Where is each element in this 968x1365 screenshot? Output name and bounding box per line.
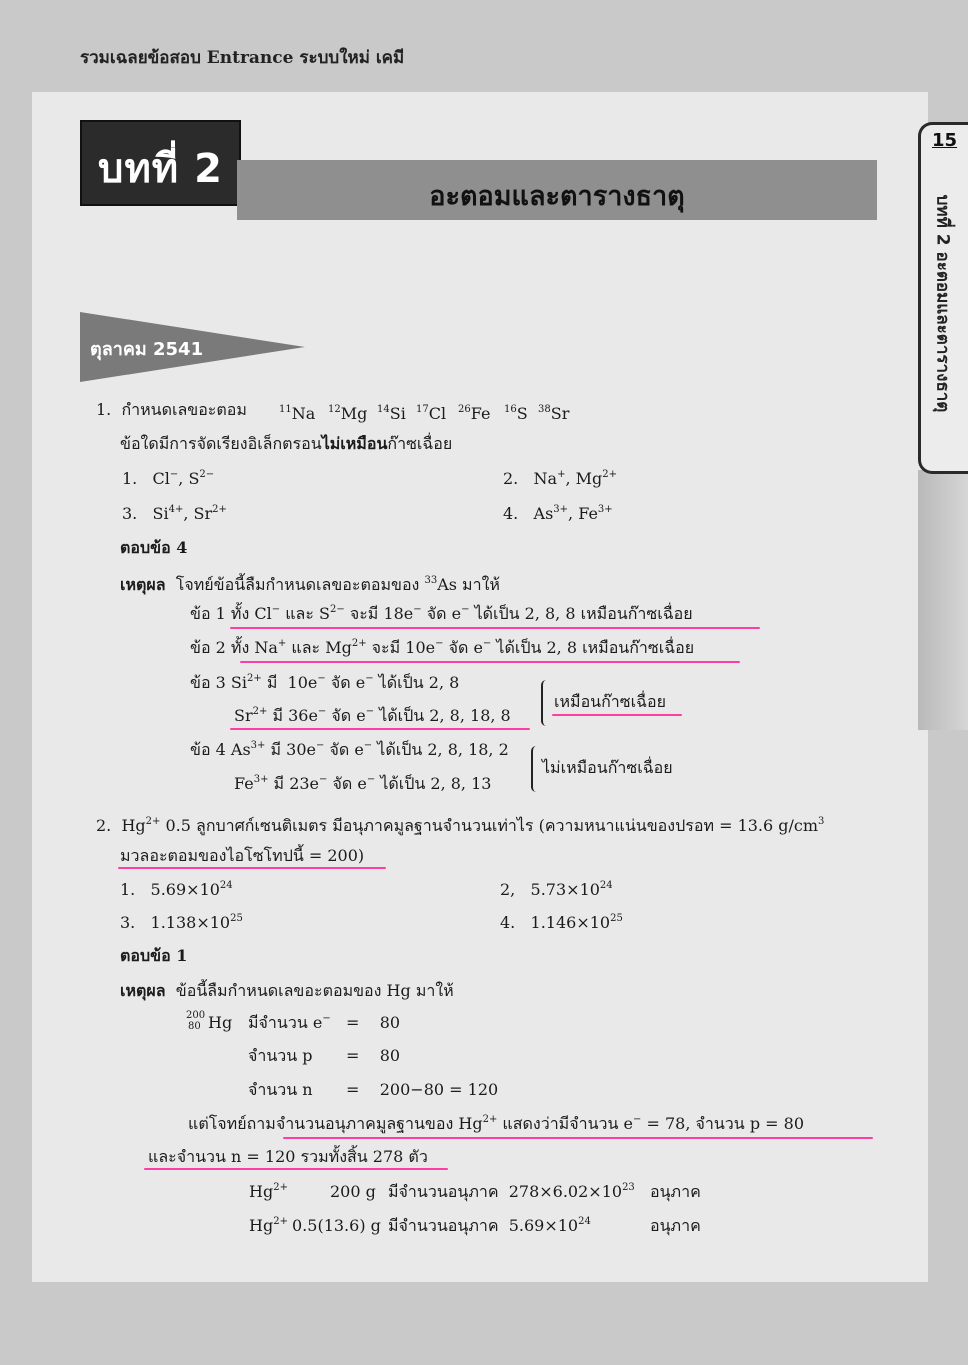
chapter-label-box	[80, 120, 241, 206]
q1-choice-1: 1. Cl−, $S^{2-}$	[122, 469, 215, 488]
q1-reason: เหตุผล โจทย์ข้อนี้ลืมกำหนดเลขอะตอมของ $^{33}$As มาให้	[120, 575, 500, 594]
atom-sr: $^{38}$Sr	[538, 404, 570, 423]
q2-row-1-ion: $Hg^{2+}$	[249, 1182, 288, 1201]
highlight-underline	[230, 627, 760, 629]
q1-choice-2: 2. Na+, $Mg^{2+}$	[503, 469, 618, 488]
q2-nuclide: 200 80 Hg	[186, 1010, 233, 1032]
q1-explain-3b: $Sr^{2+}$ มี 36e− จัด e− ได้เป็น 2, 8, 18, 8	[234, 706, 511, 725]
page-number: 15	[932, 130, 958, 151]
q2-row-2-count: มีจำนวนอนุภาค $5.69\times 10^{24}$	[388, 1216, 591, 1235]
q2-choice-1: 1. $5.69\times 10^{24}$	[120, 880, 233, 899]
q2-row-1-unit: อนุภาค	[650, 1182, 701, 1201]
chapter-title-bar	[237, 160, 877, 220]
q1-explain-4b: $Fe^{3+}$ มี 23e− จัด e− ได้เป็น 2, 8, 13	[234, 774, 492, 793]
q2-paragraph-1: แต่โจทย์ถามจำนวนอนุภาคมูลฐานของ $Hg^{2+}$ แสดงว่ามีจำนวน e− = 78, จำนวน p = 80	[188, 1114, 805, 1133]
q2-reason: เหตุผล ข้อนี้ลืมกำหนดเลขอะตอมของ Hg มาให้	[120, 981, 454, 1000]
atom-si: $^{14}$Si	[377, 404, 406, 423]
q1-prompt-line: 1. กำหนดเลขอะตอม $^{11}$Na $^{12}$Mg $^{14}$Si $^{17}$Cl $^{26}$Fe $^{16}$S $^{38}$Sr	[96, 400, 570, 423]
q2-choice-3: 3. $1.138\times 10^{25}$	[120, 913, 243, 932]
q2-answer: ตอบข้อ 1	[120, 946, 188, 965]
chapter-label: บทที่ 2	[98, 146, 223, 192]
highlight-underline	[240, 661, 740, 663]
chapter-title: อะตอมและตารางธาตุ	[429, 181, 685, 212]
atom-s: $^{16}$S	[504, 404, 528, 423]
q2-calc-protons-eq: = 80	[346, 1046, 401, 1065]
atom-na: $^{11}$Na	[279, 404, 316, 423]
q1-answer: ตอบข้อ 4	[120, 538, 188, 557]
brace	[531, 746, 541, 792]
q2-prompt-line2: มวลอะตอมของไอโซโทปนี้ = 200)	[120, 846, 365, 865]
side-shadow	[918, 470, 968, 730]
q1-choice-3: 3. $Si^{4+}$, $Sr^{2+}$	[122, 504, 227, 523]
highlight-underline	[118, 867, 386, 869]
q2-row-1-mass: 200 g	[330, 1182, 376, 1201]
brace	[541, 680, 551, 726]
highlight-underline	[230, 728, 530, 730]
q1-explain-1: ข้อ 1 ทั้ง Cl− และ $S^{2-}$ จะมี 18e− จัด e− ได้เป็น 2, 8, 8 เหมือนก๊าซเฉื่อย	[190, 604, 693, 623]
q1-explain-4a: ข้อ 4 $As^{3+}$ มี 30e− จัด e− ได้เป็น 2, 8, 18, 2	[190, 740, 509, 759]
exam-date-tag	[80, 312, 310, 386]
q2-paragraph-2: และจำนวน n = 120 รวมทั้งสิ้น 278 ตัว	[148, 1147, 428, 1166]
q2-choice-2: 2, $5.73\times 10^{24}$	[500, 880, 613, 899]
q2-row-2-mass: 0.5(13.6) g	[292, 1216, 381, 1235]
page-panel	[32, 92, 928, 1282]
highlight-underline	[283, 1137, 873, 1139]
book-header: รวมเฉลยข้อสอบ Entrance ระบบใหม่ เคมี	[80, 48, 405, 68]
q2-calc-neutrons: จำนวน n	[248, 1080, 313, 1099]
q1-choice-4: 4. $As^{3+}$, $Fe^{3+}$	[503, 504, 613, 523]
q2-row-2-ion: $Hg^{2+}$	[249, 1216, 288, 1235]
q1-question: ข้อใดมีการจัดเรียงอิเล็กตรอนไม่เหมือนก๊าซเฉื่อย	[120, 434, 453, 453]
q2-calc-electrons-eq: = 80	[346, 1013, 401, 1032]
q2-calc-protons: จำนวน p	[248, 1046, 313, 1065]
highlight-underline	[552, 714, 682, 716]
highlight-underline	[144, 1168, 448, 1170]
q1-explain-2: ข้อ 2 ทั้ง Na+ และ $Mg^{2+}$ จะมี 10e− จัด e− ได้เป็น 2, 8 เหมือนก๊าซเฉื่อย	[190, 638, 695, 657]
q1-explain-3-conclusion: เหมือนก๊าซเฉื่อย	[554, 692, 666, 711]
q2-calc-electrons: มีจำนวน e−	[248, 1013, 331, 1032]
q2-calc-neutrons-eq: = 200−80 = 120	[346, 1080, 499, 1099]
q2-prompt: 2. $Hg^{2+}$ 0.5 ลูกบาศก์เซนติเมตร มีอนุภาคมูลฐานจำนวนเท่าไร (ความหนาแน่นของปรอท = 13.6 $g/cm^3$	[96, 816, 825, 835]
q1-explain-3a: ข้อ 3 $Si^{2+}$ มี 10e− จัด e− ได้เป็น 2, 8	[190, 673, 460, 692]
exam-date: ตุลาคม 2541	[90, 339, 204, 360]
q1-explain-4-conclusion: ไม่เหมือนก๊าซเฉื่อย	[542, 758, 673, 777]
q2-row-2-unit: อนุภาค	[650, 1216, 701, 1235]
q2-choice-4: 4. $1.146\times 10^{25}$	[500, 913, 623, 932]
atom-mg: $^{12}$Mg	[328, 404, 368, 423]
q2-row-1-count: มีจำนวนอนุภาค $278\times 6.02\times 10^{23}$	[388, 1182, 635, 1201]
atom-fe: $^{26}$Fe	[458, 404, 491, 423]
atom-cl: $^{17}$Cl	[416, 404, 447, 423]
